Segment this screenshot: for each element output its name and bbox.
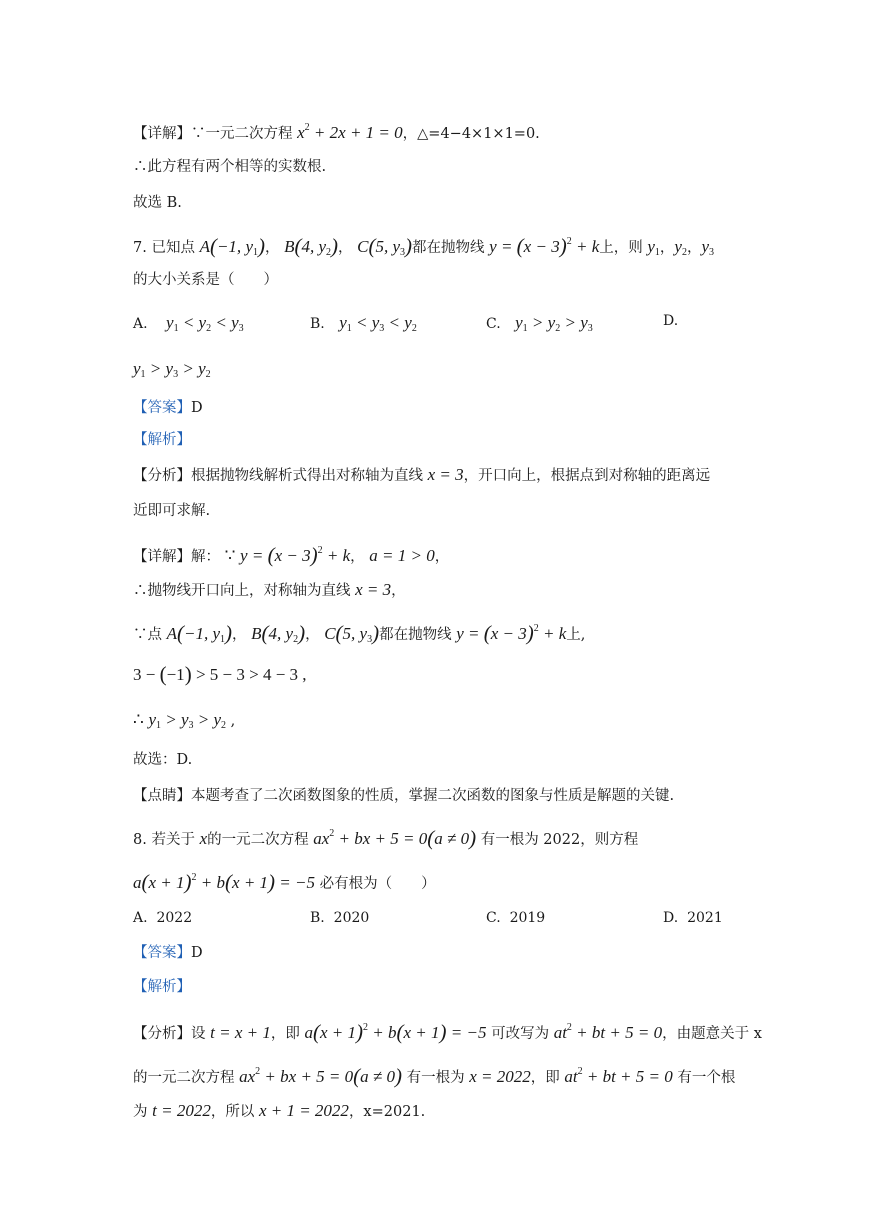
q7-option-b[interactable]: B. $y_1 < y_3 < y_2$ bbox=[310, 313, 417, 334]
q7-analysis-tag: 【解析】 bbox=[133, 432, 191, 448]
answer-tag: 【答案】 bbox=[133, 945, 191, 961]
q7-result: ∴ $y_1 > y_3 > y_2$ , bbox=[133, 710, 236, 731]
q7-option-c[interactable]: C. $y_1 > y_2 > y_3$ bbox=[486, 313, 593, 334]
q7-detail-line1: 【详解】解： ∵ $y = (x - 3)^2 + k$， a = 1 > 0， bbox=[133, 543, 450, 567]
q8-stem-line2: $a(x + 1)^2 + b(x + 1) = -5$ 必有根为（ ） bbox=[133, 870, 436, 894]
q8-stem-line1: 8. 若关于 x的一元二次方程 $ax^2$ + bx + 5 = 0(a ≠ 0) 有一根为 2022，则方程 bbox=[133, 826, 639, 850]
q7-choice: 故选：D. bbox=[133, 752, 193, 768]
q8-option-c[interactable]: C. 2019 bbox=[486, 910, 546, 926]
q7-option-d-label[interactable]: D. bbox=[663, 313, 679, 329]
q8-analysis-tag: 【解析】 bbox=[133, 979, 191, 995]
q7-fenxi-line1: 【分析】根据抛物线解析式得出对称轴为直线 x = 3，开口向上，根据点到对称轴的距离远 bbox=[133, 465, 711, 484]
q7-answer: 【答案】D bbox=[133, 400, 203, 416]
q8-fenxi-line1: 【分析】设 t = x + 1，即 $a(x + 1)^2 + b(x + 1) = -5$ 可改写为 $at^2$ + bt + 5 = 0，由题意关于 x bbox=[133, 1020, 762, 1044]
q7-option-d[interactable]: $y_1 > y_3 > y_2$ bbox=[133, 359, 211, 380]
q8-option-d[interactable]: D. 2021 bbox=[663, 910, 723, 926]
point-A: A(−1, $y_1$) bbox=[199, 234, 265, 258]
q6-detail-line: 【详解】∵一元二次方程 $x^2 + 2x + 1 = 0$，△=4−4×1×1=0. bbox=[133, 122, 540, 142]
question-number: 7. bbox=[133, 240, 147, 256]
point-C: C(5, $y_3$) bbox=[357, 234, 413, 258]
answer-tag: 【答案】 bbox=[133, 400, 191, 416]
q7-fenxi-line2: 近即可求解. bbox=[133, 503, 211, 519]
math-equation: $x^2 + 2x + 1 = 0$ bbox=[297, 122, 403, 142]
q8-fenxi-line2: 的一元二次方程 $ax^2$ + bx + 5 = 0(a ≠ 0) 有一根为 x = 2022，即 $at^2$ + bt + 5 = 0 有一个根 bbox=[133, 1064, 736, 1088]
q8-option-b[interactable]: B. 2020 bbox=[310, 910, 370, 926]
q6-conclusion: ∴此方程有两个相等的实数根. bbox=[133, 159, 327, 175]
q7-inequality: 3 − (−1) > 5 − 3 > 4 − 3 , bbox=[133, 662, 307, 686]
q7-stem-line1: 7. 已知点 A(−1, $y_1$)， B(4, $y_2$)， C(5, $y_3$)都在抛物线 $y = (x - 3)^2 + k$上，则 $y_1$，$y_2$，$y_3$ bbox=[133, 234, 714, 258]
q6-choice: 故选 B. bbox=[133, 195, 182, 211]
q8-option-a[interactable]: A. 2022 bbox=[133, 910, 193, 926]
detail-tag: 【详解】 bbox=[133, 126, 191, 142]
q7-axis-line: ∴抛物线开口向上，对称轴为直线 x = 3， bbox=[133, 580, 406, 599]
q7-option-a[interactable]: A. $y_1 < y_2 < y_3$ bbox=[133, 313, 244, 334]
q7-points-line: ∵点 A(−1, $y_1$)， B(4, $y_2$)， C(5, $y_3$)都在抛物线 $y = (x - 3)^2 + k$上, bbox=[133, 621, 586, 645]
q8-fenxi-line3: 为 t = 2022，所以 x + 1 = 2022，x=2021. bbox=[133, 1101, 426, 1120]
point-B: B(4, $y_2$) bbox=[284, 234, 339, 258]
question-number: 8. bbox=[133, 832, 147, 848]
q7-stem-line2: 的大小关系是（ ） bbox=[133, 272, 278, 288]
q8-answer: 【答案】D bbox=[133, 945, 203, 961]
parabola-equation: $y = (x - 3)^2 + k$ bbox=[489, 234, 600, 258]
q7-comment: 【点睛】本题考查了二次函数图象的性质，掌握二次函数的图象与性质是解题的关键. bbox=[133, 788, 675, 804]
